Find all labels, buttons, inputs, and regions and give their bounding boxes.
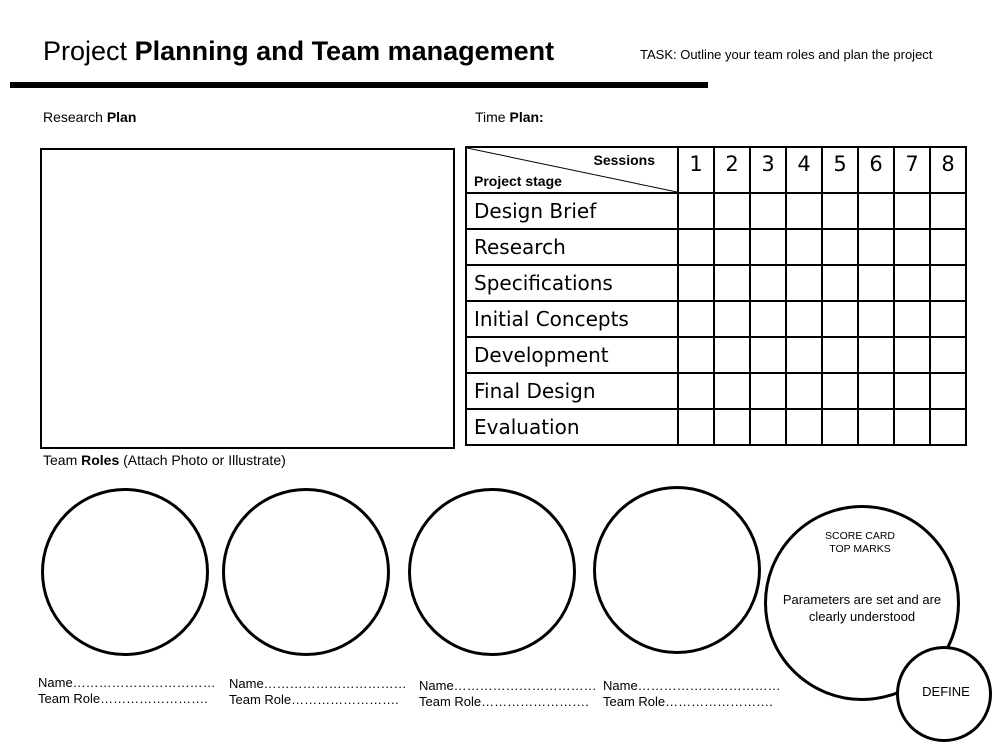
team-member-photo-circle[interactable] [408, 488, 576, 656]
schedule-cell[interactable] [822, 337, 858, 373]
schedule-cell[interactable] [750, 373, 786, 409]
research-plan-label-light: Research [43, 109, 103, 125]
team-roles-label-suffix: (Attach Photo or Illustrate) [123, 452, 286, 468]
schedule-cell[interactable] [714, 373, 750, 409]
schedule-cell[interactable] [930, 265, 966, 301]
schedule-cell[interactable] [858, 193, 894, 229]
stage-label: Design Brief [466, 193, 678, 229]
schedule-cell[interactable] [678, 409, 714, 445]
session-number: 8 [930, 147, 966, 193]
team-member-3 [419, 678, 597, 710]
schedule-cell[interactable] [750, 265, 786, 301]
stage-label: Development [466, 337, 678, 373]
schedule-cell[interactable] [714, 265, 750, 301]
team-member-photo-circle[interactable] [222, 488, 390, 656]
schedule-cell[interactable] [894, 337, 930, 373]
schedule-cell[interactable] [822, 265, 858, 301]
schedule-cell[interactable] [858, 337, 894, 373]
schedule-cell[interactable] [930, 337, 966, 373]
team-roles-label-bold: Roles [81, 452, 120, 468]
schedule-cell[interactable] [786, 373, 822, 409]
research-plan-box[interactable] [40, 148, 455, 449]
score-card-title [800, 530, 920, 556]
schedule-cell[interactable] [894, 373, 930, 409]
score-card-title-line2: TOP MARKS [829, 543, 891, 555]
session-number: 3 [750, 147, 786, 193]
schedule-cell[interactable] [750, 409, 786, 445]
research-plan-label [43, 109, 136, 125]
schedule-cell[interactable] [786, 337, 822, 373]
schedule-cell[interactable] [678, 301, 714, 337]
schedule-cell[interactable] [786, 229, 822, 265]
project-stage-label: Project stage [474, 173, 562, 189]
schedule-cell[interactable] [786, 193, 822, 229]
time-plan-header-row [466, 147, 966, 193]
define-badge-label: DEFINE [922, 684, 970, 699]
stage-label: Specifications [466, 265, 678, 301]
session-number: 2 [714, 147, 750, 193]
session-number: 5 [822, 147, 858, 193]
schedule-cell[interactable] [714, 301, 750, 337]
schedule-cell[interactable] [678, 337, 714, 373]
sessions-label: Sessions [593, 152, 655, 168]
schedule-cell[interactable] [822, 229, 858, 265]
time-plan-table [465, 146, 967, 446]
member-name-field[interactable]: Name…………………………… [603, 678, 781, 693]
title-light: Project [43, 36, 128, 66]
schedule-cell[interactable] [750, 337, 786, 373]
session-number: 1 [678, 147, 714, 193]
stage-label: Evaluation [466, 409, 678, 445]
schedule-cell[interactable] [822, 301, 858, 337]
stage-label: Research [466, 229, 678, 265]
stage-row [466, 301, 966, 337]
member-role-field[interactable]: Team Role……………………. [603, 694, 773, 709]
team-member-1 [38, 675, 216, 707]
schedule-cell[interactable] [858, 301, 894, 337]
schedule-cell[interactable] [858, 265, 894, 301]
schedule-cell[interactable] [714, 337, 750, 373]
schedule-cell[interactable] [894, 301, 930, 337]
page-title [43, 36, 554, 67]
time-plan-label [475, 109, 544, 125]
header-divider [10, 82, 708, 88]
stage-row [466, 337, 966, 373]
stage-label: Final Design [466, 373, 678, 409]
member-role-field[interactable]: Team Role……………………. [229, 692, 399, 707]
schedule-cell[interactable] [678, 265, 714, 301]
schedule-cell[interactable] [750, 229, 786, 265]
schedule-cell[interactable] [714, 193, 750, 229]
score-card-title-line1: SCORE CARD [824, 530, 895, 542]
member-name-field[interactable]: Name…………………………… [229, 676, 407, 691]
time-plan-label-light: Time [475, 109, 506, 125]
score-card-criteria: Parameters are set and are clearly understood [782, 592, 942, 624]
team-roles-label-light: Team [43, 452, 78, 468]
schedule-cell[interactable] [786, 265, 822, 301]
schedule-cell[interactable] [786, 301, 822, 337]
schedule-cell[interactable] [930, 301, 966, 337]
schedule-cell[interactable] [858, 373, 894, 409]
schedule-cell[interactable] [714, 229, 750, 265]
team-roles-label [43, 452, 286, 468]
schedule-cell[interactable] [822, 409, 858, 445]
session-number: 4 [786, 147, 822, 193]
schedule-cell[interactable] [894, 265, 930, 301]
schedule-cell[interactable] [894, 409, 930, 445]
schedule-cell[interactable] [894, 229, 930, 265]
title-bold: Planning and Team management [134, 36, 555, 66]
schedule-cell[interactable] [858, 409, 894, 445]
task-instruction: TASK: Outline your team roles and plan the project [640, 47, 933, 62]
member-name-field[interactable]: Name…………………………… [419, 678, 597, 693]
time-plan-corner-cell [466, 147, 678, 193]
member-role-field[interactable]: Team Role……………………. [419, 694, 589, 709]
stage-row [466, 265, 966, 301]
schedule-cell[interactable] [786, 409, 822, 445]
stage-row [466, 193, 966, 229]
schedule-cell[interactable] [894, 193, 930, 229]
stage-row [466, 229, 966, 265]
session-number: 6 [858, 147, 894, 193]
research-plan-label-bold: Plan [106, 109, 137, 125]
team-member-4 [603, 678, 781, 710]
schedule-cell[interactable] [822, 373, 858, 409]
team-member-2 [229, 676, 407, 708]
schedule-cell[interactable] [678, 193, 714, 229]
session-number: 7 [894, 147, 930, 193]
stage-row [466, 409, 966, 445]
time-plan-label-bold: Plan: [509, 109, 544, 125]
schedule-cell[interactable] [750, 193, 786, 229]
schedule-cell[interactable] [858, 229, 894, 265]
stage-row [466, 373, 966, 409]
team-member-photo-circle[interactable] [41, 488, 209, 656]
schedule-cell[interactable] [678, 229, 714, 265]
schedule-cell[interactable] [822, 193, 858, 229]
schedule-cell[interactable] [930, 373, 966, 409]
schedule-cell[interactable] [678, 373, 714, 409]
member-name-field[interactable]: Name…………………………… [38, 675, 216, 690]
schedule-cell[interactable] [714, 409, 750, 445]
schedule-cell[interactable] [930, 409, 966, 445]
schedule-cell[interactable] [750, 301, 786, 337]
member-role-field[interactable]: Team Role……………………. [38, 691, 208, 706]
team-member-photo-circle[interactable] [593, 486, 761, 654]
schedule-cell[interactable] [930, 193, 966, 229]
stage-label: Initial Concepts [466, 301, 678, 337]
schedule-cell[interactable] [930, 229, 966, 265]
